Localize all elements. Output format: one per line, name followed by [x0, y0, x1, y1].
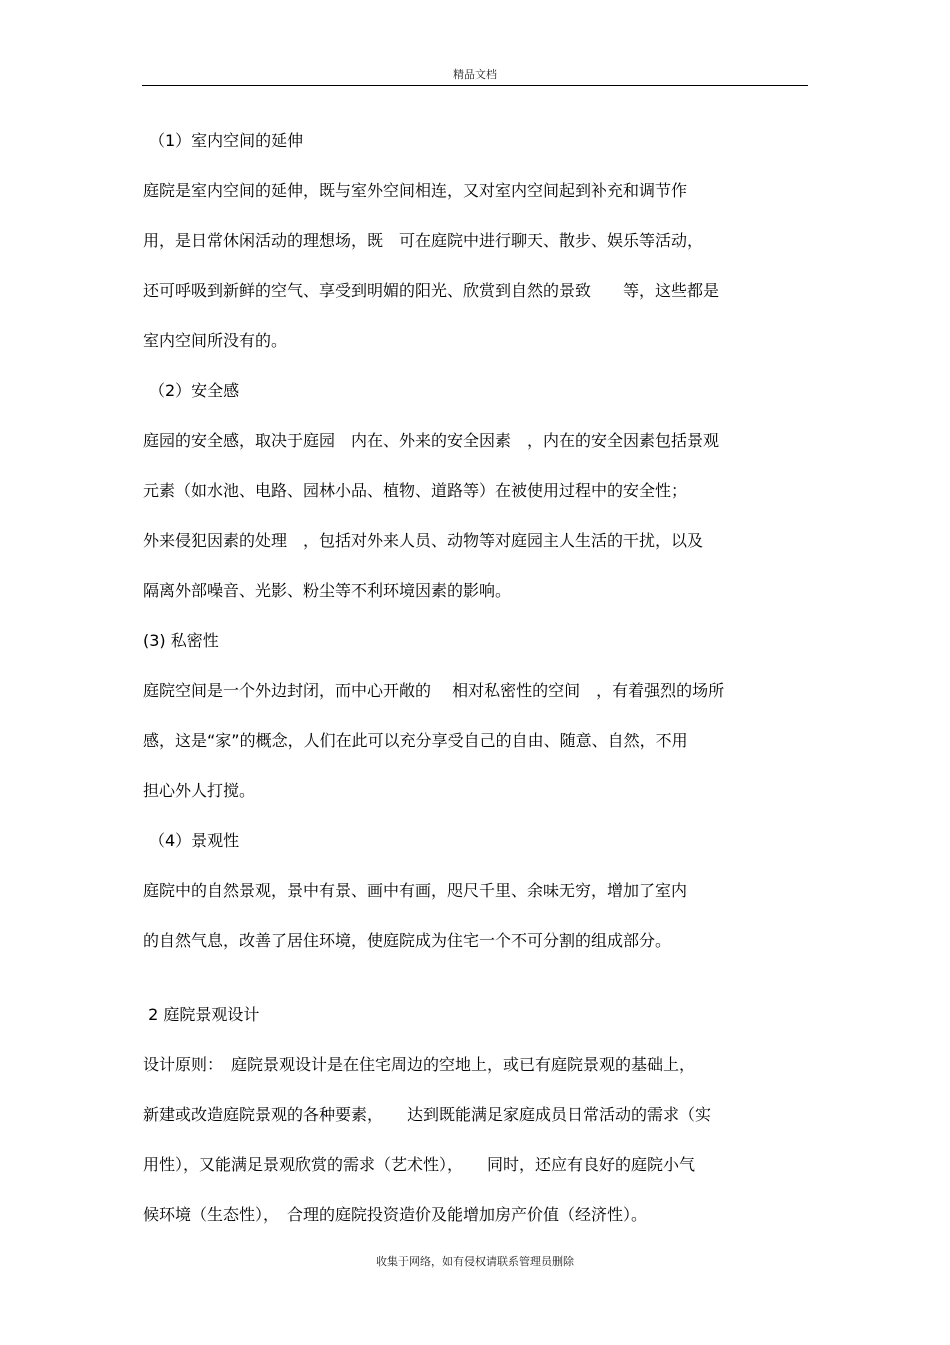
- paragraph-line: 外来侵犯因素的处理 ，包括对外来人员、动物等对庭园主人生活的干扰，以及: [143, 531, 704, 550]
- page-footer: 收集于网络，如有侵权请联系管理员删除: [376, 1255, 574, 1268]
- paragraph-line: 庭院中的自然景观，景中有景、画中有画，咫尺千里、余味无穷，增加了室内: [143, 881, 688, 900]
- paragraph-line: 候环境（生态性）， 合理的庭院投资造价及能增加房产价值（经济性）。: [143, 1205, 648, 1224]
- paragraph-line: 还可呼吸到新鲜的空气、享受到明媚的阳光、欣赏到自然的景致 等，这些都是: [143, 281, 720, 300]
- paragraph-line: 庭院是室内空间的延伸，既与室外空间相连，又对室内空间起到补充和调节作: [143, 181, 688, 200]
- section-heading-4: （4）景观性: [149, 831, 240, 850]
- paragraph-line: 庭院空间是一个外边封闭，而中心开敞的 相对私密性的空间 ，有着强烈的场所: [143, 681, 725, 700]
- paragraph-line: 室内空间所没有的。: [143, 331, 288, 350]
- page-header: 精品文档: [453, 68, 497, 81]
- paragraph-line: 的自然气息，改善了居住环境，使庭院成为住宅一个不可分割的组成部分。: [143, 931, 672, 950]
- section-heading-2: （2）安全感: [149, 381, 240, 400]
- section-heading-3: (3) 私密性: [143, 631, 219, 650]
- paragraph-line: 感，这是“家”的概念，人们在此可以充分享受自己的自由、随意、自然，不用: [143, 731, 688, 750]
- paragraph-line: 新建或改造庭院景观的各种要素， 达到既能满足家庭成员日常活动的需求（实: [143, 1105, 712, 1124]
- paragraph-line: 用，是日常休闲活动的理想场，既 可在庭院中进行聊天、散步、娱乐等活动，: [143, 231, 704, 250]
- section-heading-5: 2 庭院景观设计: [143, 1005, 260, 1024]
- paragraph-line: 庭园的安全感，取决于庭园 内在、外来的安全因素 ，内在的安全因素包括景观: [143, 431, 720, 450]
- section-heading-1: （1）室内空间的延伸: [149, 131, 304, 150]
- header-divider: [142, 85, 808, 86]
- paragraph-line: 元素（如水池、电路、园林小品、植物、道路等）在被使用过程中的安全性；: [143, 481, 688, 500]
- paragraph-line: 设计原则： 庭院景观设计是在住宅周边的空地上，或已有庭院景观的基础上，: [143, 1055, 696, 1074]
- paragraph-line: 用性），又能满足景观欣赏的需求（艺术性）， 同时，还应有良好的庭院小气: [143, 1155, 696, 1174]
- paragraph-line: 担心外人打搅。: [143, 781, 256, 800]
- paragraph-line: 隔离外部噪音、光影、粉尘等不利环境因素的影响。: [143, 581, 512, 600]
